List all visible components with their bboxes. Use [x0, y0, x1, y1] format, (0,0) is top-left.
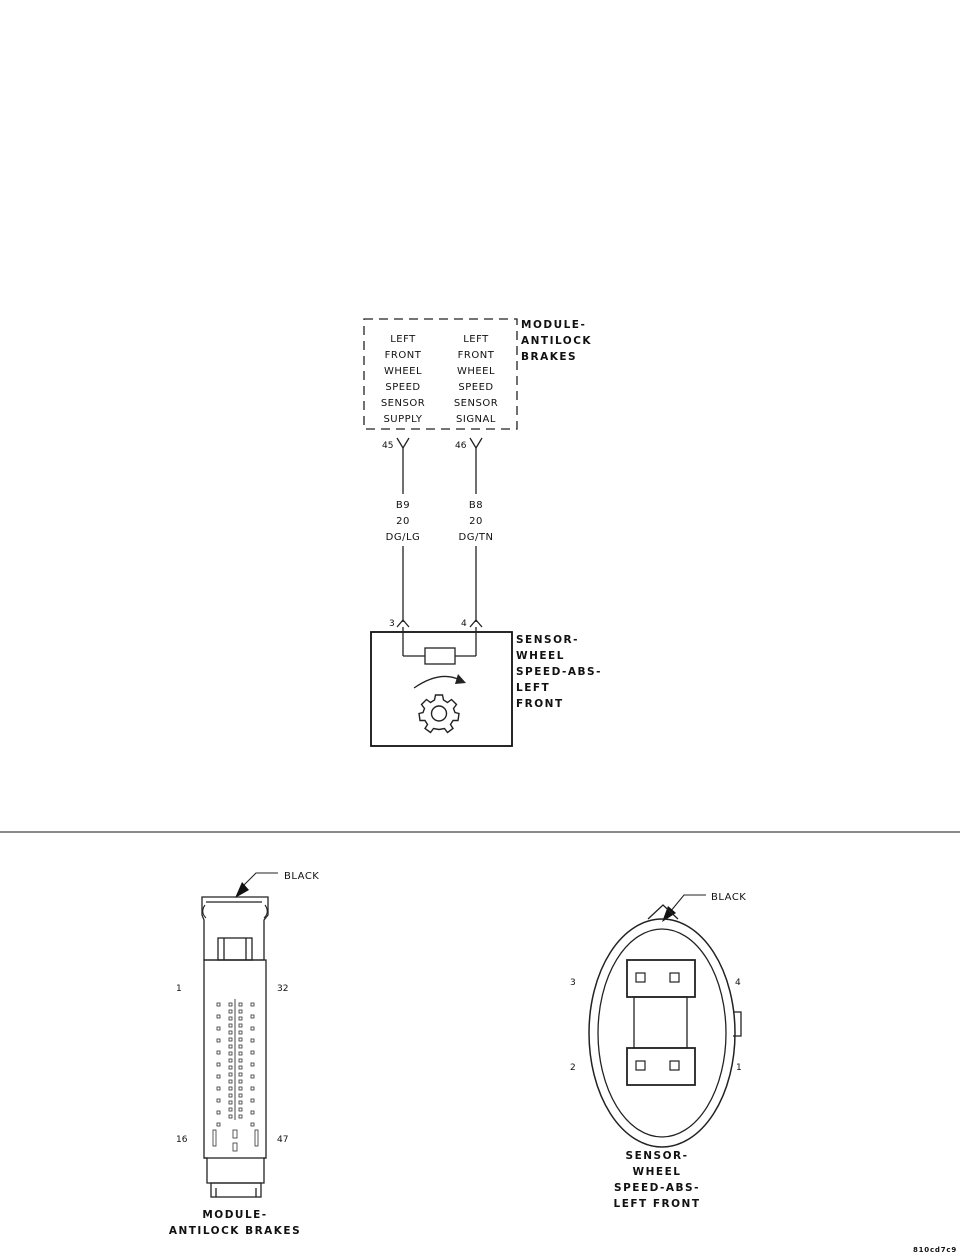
abs-connector-pin-field	[213, 999, 258, 1151]
sensor-connector-caption-line: WHEEL	[632, 1166, 682, 1178]
abs-connector-caption-line: ANTILOCK BRAKES	[168, 1225, 302, 1237]
abs-pin-45: 45	[382, 441, 394, 451]
wire-label-line: DG/TN	[458, 532, 494, 543]
abs-connector-pin-47: 47	[277, 1135, 289, 1145]
abs-col2-line: SENSOR	[453, 398, 499, 409]
rotation-arrow-icon	[414, 674, 466, 688]
sensor-connector-caption-line: SPEED-ABS-	[614, 1182, 700, 1194]
sensor-title	[516, 634, 602, 710]
wire-label-line: DG/LG	[385, 532, 421, 543]
abs-connector-pin-1: 1	[176, 984, 182, 994]
callout-leader	[662, 895, 706, 922]
abs-module-col2	[454, 334, 498, 425]
abs-col2-line: FRONT	[457, 350, 495, 361]
sensor-title-line: SPEED-ABS-	[516, 666, 602, 678]
sensor-pin-3: 3	[389, 619, 395, 629]
sensor-connector-pin-1: 1	[736, 1063, 742, 1073]
wire-label-line: 20	[396, 516, 410, 527]
wire-label-line: 20	[469, 516, 483, 527]
abs-col2-line: SIGNAL	[456, 414, 496, 425]
abs-title-line: MODULE-	[521, 319, 587, 331]
abs-col1-line: LEFT	[390, 334, 416, 345]
wire-label-line: B8	[468, 500, 484, 511]
sensor-connector-caption-line: LEFT FRONT	[613, 1198, 701, 1210]
abs-pin-46: 46	[455, 441, 467, 451]
callout-leader	[235, 873, 278, 898]
wire-label-line: B9	[395, 500, 411, 511]
abs-title-line: BRAKES	[521, 351, 578, 363]
terminal-female-symbol	[470, 438, 482, 448]
sensor-connector-pin-4: 4	[735, 978, 741, 988]
sensor-title-line: WHEEL	[516, 650, 565, 662]
abs-col1-line: SENSOR	[380, 398, 426, 409]
abs-connector-caption-line: MODULE-	[202, 1209, 268, 1221]
figure-id: 810cd7c9	[912, 1246, 957, 1254]
abs-col2-line: WHEEL	[456, 366, 496, 377]
sensor-connector-caption-line: SENSOR-	[625, 1150, 689, 1162]
sensor-title-line: FRONT	[516, 698, 564, 710]
sensor-connector-color-label: BLACK	[711, 892, 747, 903]
abs-module	[364, 319, 592, 429]
abs-connector-color-label: BLACK	[284, 871, 320, 882]
abs-module-title	[521, 319, 592, 363]
sensor-title-line: SENSOR-	[516, 634, 579, 646]
sensor-connector-pin-3: 3	[570, 978, 576, 988]
sensor-connector-body	[589, 905, 741, 1147]
connector-latch-icon	[203, 905, 268, 918]
abs-connector-pin-32: 32	[277, 984, 289, 994]
sensor-title-line: LEFT	[516, 682, 551, 694]
sensor-connector-pin-2: 2	[570, 1063, 576, 1073]
abs-col1-line: FRONT	[384, 350, 422, 361]
gear-icon	[419, 695, 459, 733]
abs-col1-line: WHEEL	[383, 366, 423, 377]
wheel-speed-sensor	[371, 619, 602, 746]
sensor-connector-view	[570, 892, 746, 1210]
abs-col1-line: SUPPLY	[383, 414, 423, 425]
abs-col1-line: SPEED	[385, 382, 421, 393]
wire-supply-label	[386, 500, 421, 543]
abs-col2-line: SPEED	[458, 382, 494, 393]
sensor-pin-4: 4	[461, 619, 467, 629]
abs-connector-view	[169, 871, 320, 1237]
abs-connector-pin-16: 16	[176, 1135, 188, 1145]
terminal-female-symbol	[397, 438, 409, 448]
abs-module-col1	[381, 334, 425, 425]
wire-signal-label	[459, 500, 494, 543]
abs-title-line: ANTILOCK	[521, 335, 593, 347]
abs-col2-line: LEFT	[463, 334, 489, 345]
